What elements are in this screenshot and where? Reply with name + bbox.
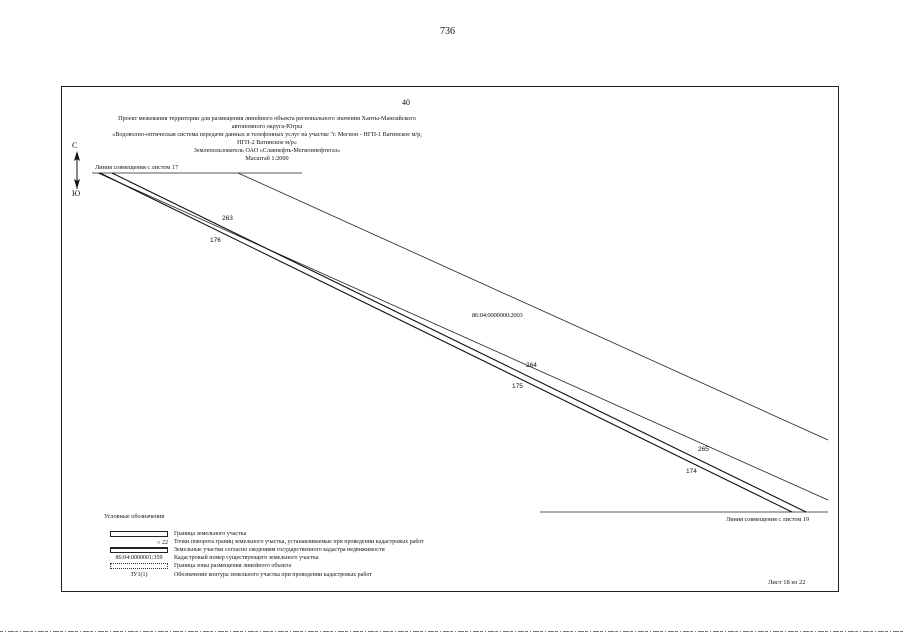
point-label: 264 (526, 362, 537, 369)
contour-symbol: ЗУ1(1) (130, 572, 148, 578)
point-label: 175 (512, 383, 523, 390)
land-user: Землепользователь ОАО «Славнефть-Мегионнефтегаз» (193, 147, 341, 154)
strip-boundary-2 (112, 173, 806, 512)
legend-item (104, 530, 524, 538)
north-letter: С (72, 141, 78, 150)
parcel-boundary-lower (98, 173, 828, 500)
title-line-4: НГП-2 Ватинское м/р» (237, 139, 297, 146)
legend-title: Условные обозначения (104, 513, 165, 520)
strip-boundary-1 (100, 173, 792, 512)
legend-item-text: Земельные участки согласно сведениям государственного кадастра недвижимости (174, 547, 385, 553)
legend-item-text: Кадастровый номер существующего земельного участка (174, 555, 319, 561)
sheet-count: Лист 18 из 22 (768, 579, 806, 586)
page-number: 736 (440, 26, 455, 37)
legend-item-text: Граница зоны размещения линейного объекта (174, 563, 292, 569)
boundary-symbol-icon (110, 531, 168, 537)
scale-label: Масштаб 1:2000 (245, 155, 289, 162)
title-line-2: автономного округа-Югры (231, 123, 303, 130)
legend-item (104, 538, 524, 546)
legend-item (104, 562, 524, 570)
point-label: 265 (698, 446, 709, 453)
legend-item (104, 546, 524, 554)
legend-item (104, 571, 524, 579)
scan-edge-noise (0, 630, 905, 633)
legend-item (104, 554, 524, 562)
placement-zone-symbol-icon (110, 563, 168, 569)
parcel-cadastral-number: 86:04:0000000:2003 (472, 312, 523, 319)
turn-point-symbol-icon: ○ 22 (156, 540, 168, 546)
parcel-boundary-upper (238, 173, 828, 440)
join-label-bottom: Линия совмещения с листом 19 (726, 516, 810, 523)
south-letter: Ю (72, 189, 81, 198)
sheet-index: 40 (402, 98, 410, 107)
title-line-1: Проект межевания территории для размещения линейного объекта регионального значения Ханты-Мансийского (118, 115, 416, 122)
join-label-top: Линия совмещения с листом 17 (95, 164, 179, 171)
point-label: 174 (686, 468, 697, 475)
point-label: 263 (222, 215, 233, 222)
title-line-3: «Водоволно-оптическая система передачи данных и телефонных услуг на участке "г. Мегион - НГП-1 Ватинское м/р, (112, 131, 422, 138)
legend-item-text: Граница земельного участка (174, 531, 247, 537)
legend-item-text: Обозначение контура земельного участка при проведении кадастровых работ (174, 572, 372, 578)
legend-item-text: Точки поворота границ земельного участка, устанавливаемые при проведении кадастровых работ (174, 539, 424, 545)
point-label: 176 (210, 237, 221, 244)
existing-parcel-symbol-icon (110, 547, 168, 553)
cadastral-number-symbol: 86:04:0000001:359 (115, 555, 163, 561)
